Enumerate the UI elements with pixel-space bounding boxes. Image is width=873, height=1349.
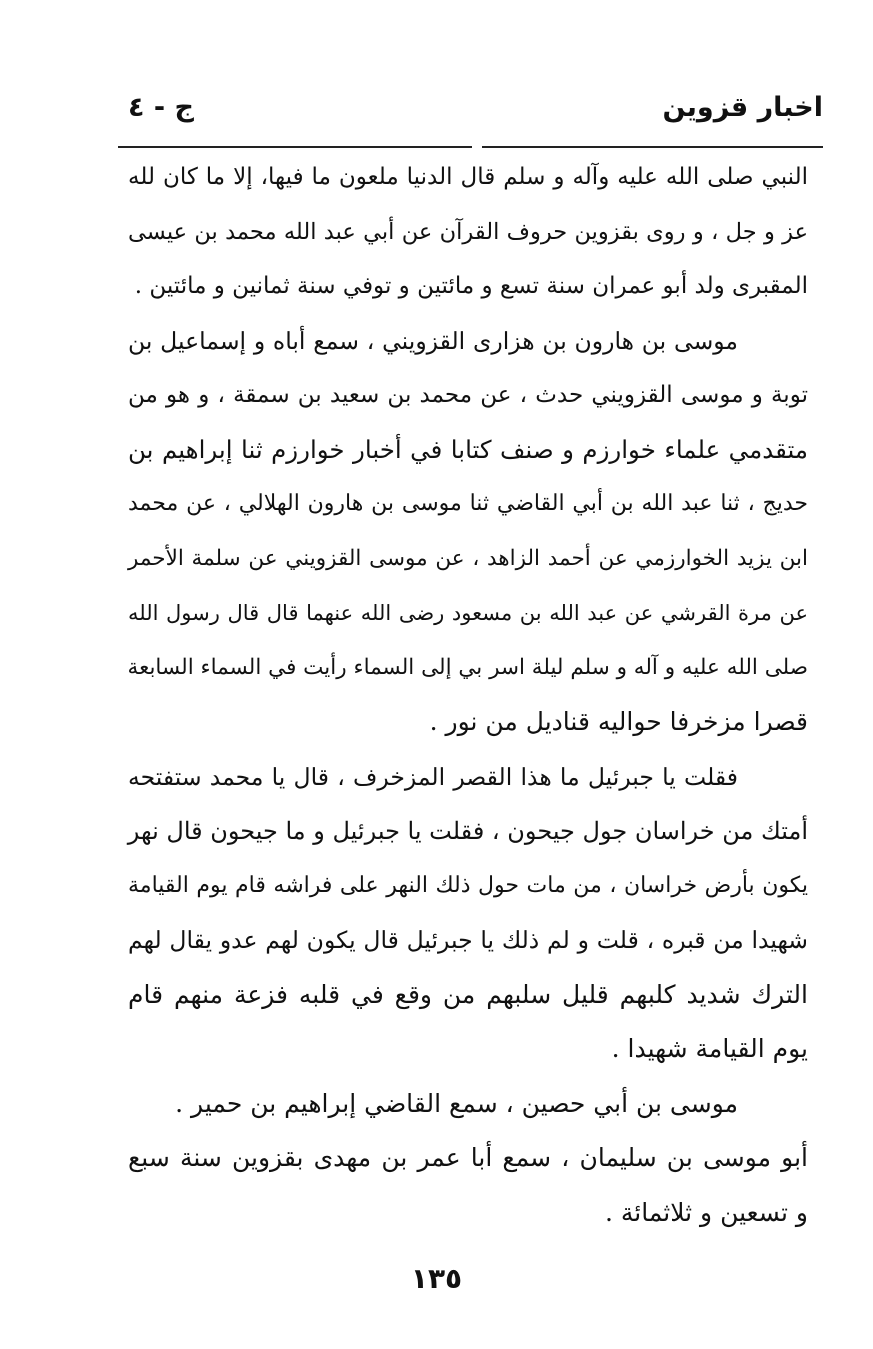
text-line: ابن يزيد الخوارزمي عن أحمد الزاهد ، عن موسى القزويني عن سلمة الأحمر <box>128 545 808 571</box>
text-line: يكون بأرض خراسان ، من مات حول ذلك النهر على فراشه قام يوم القيامة <box>128 872 808 898</box>
text-line: موسى بن هارون بن هزارى القزويني ، سمع أباه و إسماعيل بن <box>128 326 738 355</box>
text-line: قصرا مزخرفا حواليه قناديل من نور . <box>429 707 808 736</box>
header-title: اخبار قزوين <box>662 92 823 123</box>
page-number: ١٣٥ <box>410 1262 463 1295</box>
text-line: توبة و موسى القزويني حدث ، عن محمد بن سعيد بن سمقة ، و هو من <box>128 382 808 408</box>
text-line: الترك شديد كلبهم قليل سلبهم من وقع في قلبه فزعة منهم قام <box>128 979 808 1009</box>
text-line: و تسعين و ثلاثمائة . <box>604 1197 808 1227</box>
text-line: متقدمي علماء خوارزم و صنف كتابا في أخبار خوارزم ثنا إبراهيم بن <box>128 434 808 464</box>
text-line: صلى الله عليه و آله و سلم ليلة اسر بي إلى السماء رأيت في السماء السابعة <box>127 654 808 680</box>
text-line: فقلت يا جبرئيل ما هذا القصر المزخرف ، قال يا محمد ستفتحه <box>128 762 738 791</box>
header-volume: ج - ٤ <box>128 92 194 123</box>
text-line: أبو موسى بن سليمان ، سمع أبا عمر بن مهدى بقزوين سنة سبع <box>128 1143 808 1172</box>
text-line: عن مرة القرشي عن عبد الله بن مسعود رضى الله عنهما قال قال رسول الله <box>128 601 808 625</box>
running-header <box>118 92 823 142</box>
text-line: يوم القيامة شهيدا . <box>611 1034 808 1063</box>
header-rule-left <box>118 146 472 148</box>
text-line: حديج ، ثنا عبد الله بن أبي القاضي ثنا موسى بن هارون الهلالي ، عن محمد <box>128 491 808 516</box>
header-rule-right <box>482 146 823 148</box>
main-text <box>128 150 808 1240</box>
text-line: شهيدا من قبره ، قلت و لم ذلك يا جبرئيل قال يكون لهم عدو يقال لهم <box>128 926 808 954</box>
text-line: أمتك من خراسان جول جيحون ، فقلت يا جبرئيل و ما جيحون قال نهر <box>127 817 808 845</box>
text-line: عز و جل ، و روى بقزوين حروف القرآن عن أبي عبد الله محمد بن عيسى <box>128 218 808 245</box>
text-line: النبي صلى الله عليه وآله و سلم قال الدنيا ملعون ما فيها، إلا ما كان لله <box>128 164 808 190</box>
text-line: المقبرى ولد أبو عمران سنة تسع و مائتين و توفي سنة ثمانين و مائتين . <box>134 273 808 299</box>
text-line: موسى بن أبي حصين ، سمع القاضي إبراهيم بن حمير . <box>175 1088 738 1118</box>
